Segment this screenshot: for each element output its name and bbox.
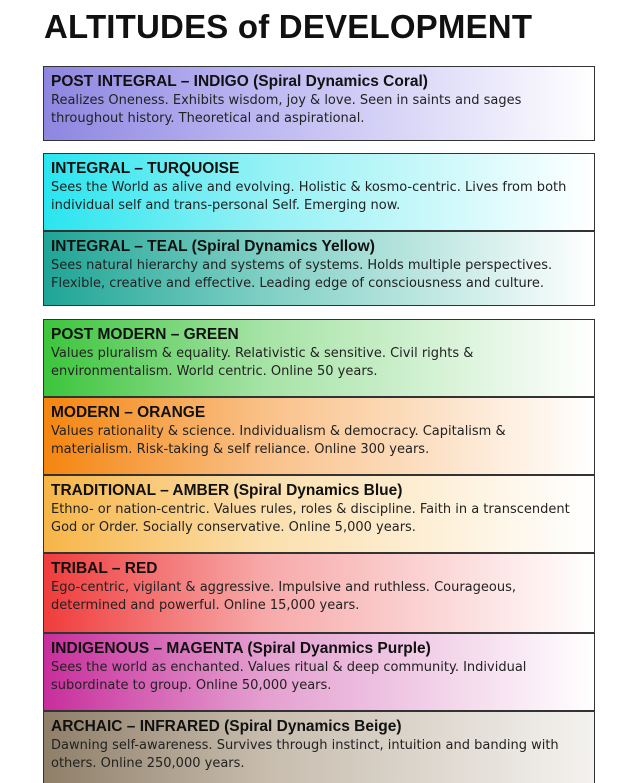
level-heading: MODERN – ORANGE xyxy=(51,404,206,421)
level-heading: INDIGENOUS – MAGENTA (Spiral Dyanmics Purple) xyxy=(51,640,431,657)
level-indigenous-magenta xyxy=(43,633,595,711)
level-heading: TRIBAL – RED xyxy=(51,560,158,577)
level-heading: INTEGRAL – TEAL (Spiral Dynamics Yellow) xyxy=(51,238,375,255)
level-description: Realizes Oneness. Exhibits wisdom, joy & love. Seen in saints and sages throughout history. Theoretical and aspirational. xyxy=(51,93,522,126)
level-description: Ethno- or nation-centric. Values rules, roles & discipline. Faith in a transcendent God or Order. Socially conservative. Online 5,000 years. xyxy=(51,502,570,535)
level-integral-teal xyxy=(43,231,595,306)
level-integral-turquoise xyxy=(43,153,595,231)
level-heading: TRADITIONAL – AMBER (Spiral Dynamics Blue) xyxy=(51,482,403,499)
level-heading: INTEGRAL – TURQUOISE xyxy=(51,160,240,177)
level-description: Values pluralism & equality. Relativistic & sensitive. Civil rights & environmentalism. World centric. Online 50 years. xyxy=(51,346,474,379)
level-archaic-infrared xyxy=(43,711,595,783)
level-heading: POST INTEGRAL – INDIGO (Spiral Dynamics Coral) xyxy=(51,73,428,90)
level-post-integral-indigo xyxy=(43,66,595,141)
level-description: Values rationality & science. Individualism & democracy. Capitalism & materialism. Risk-taking & self reliance. Online 300 years. xyxy=(51,424,506,457)
level-tribal-red xyxy=(43,553,595,633)
page-title: ALTITUDES of DEVELOPMENT xyxy=(44,8,533,45)
level-description: Sees the World as alive and evolving. Holistic & kosmo-centric. Lives from both individual self and trans-personal Self. Emerging now. xyxy=(51,180,567,213)
level-description: Dawning self-awareness. Survives through instinct, intuition and banding with others. Online 250,000 years. xyxy=(51,738,559,771)
level-post-modern-green xyxy=(43,319,595,397)
level-description: Ego-centric, vigilant & aggressive. Impulsive and ruthless. Courageous, determined and powerful. Online 15,000 years. xyxy=(51,580,516,613)
level-description: Sees natural hierarchy and systems of systems. Holds multiple perspectives. Flexible, creative and effective. Leading edge of consciousness and culture. xyxy=(51,258,553,291)
level-description: Sees the world as enchanted. Values ritual & deep community. Individual subordinate to group. Online 50,000 years. xyxy=(51,660,527,693)
level-heading: POST MODERN – GREEN xyxy=(51,326,239,343)
level-modern-orange xyxy=(43,397,595,475)
level-traditional-amber xyxy=(43,475,595,553)
level-heading: ARCHAIC – INFRARED (Spiral Dynamics Beige) xyxy=(51,718,402,735)
